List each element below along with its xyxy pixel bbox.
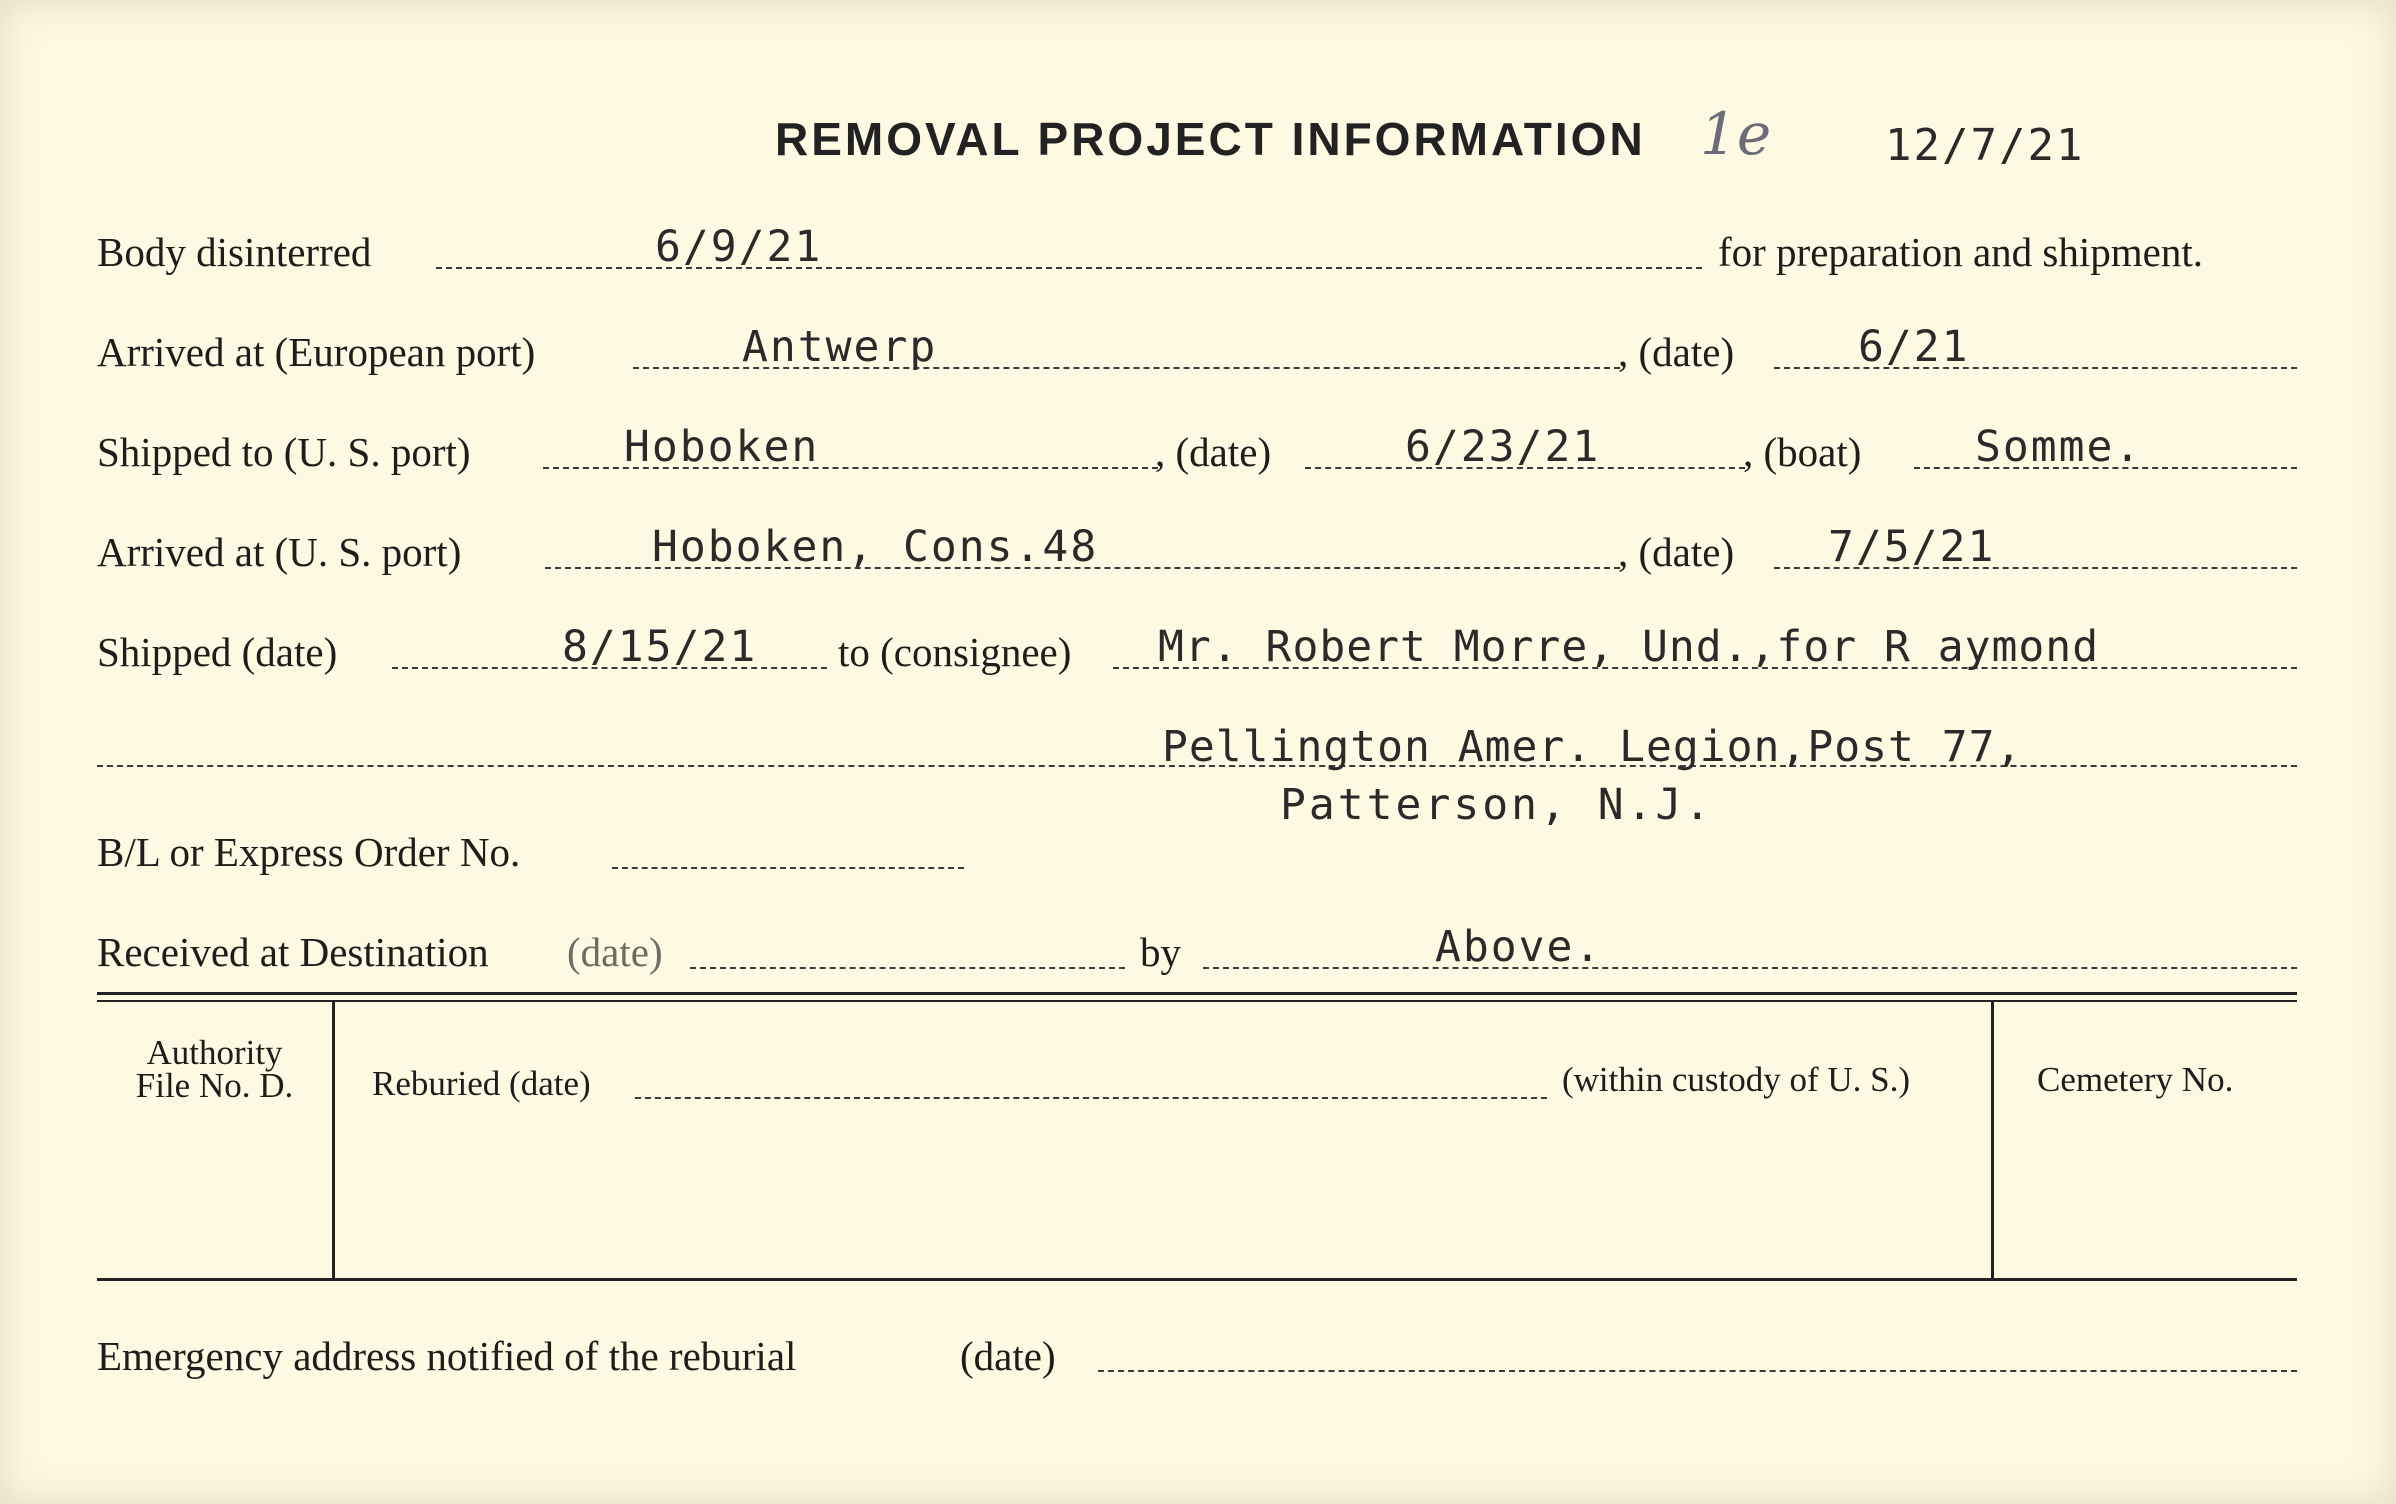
by-value: Above. <box>1435 922 1603 972</box>
bl-label: B/L or Express Order No. <box>97 829 521 875</box>
shipped-us-date-label: , (date) <box>1155 429 1272 475</box>
boat-label: , (boat) <box>1743 429 1862 475</box>
table-divider-left <box>332 1002 335 1280</box>
emergency-date-label: (date) <box>960 1333 1056 1379</box>
arrived-us-date: 7/5/21 <box>1828 522 1996 572</box>
consignee-line-3: Patterson, N.J. <box>1280 780 1714 830</box>
disinterred-value: 6/9/21 <box>655 222 823 272</box>
consignee-line-2: Pellington Amer. Legion,Post 77, <box>1162 722 2023 772</box>
authority-label-2: File No. D. <box>135 1066 294 1105</box>
consignee-line-1: Mr. Robert Morre, Und.,for R aymond <box>1158 622 2100 672</box>
custody-label: (within custody of U. S.) <box>1562 1060 1911 1099</box>
received-date-line <box>690 967 1125 969</box>
disinterred-label: Body disinterred <box>97 229 372 275</box>
card-title: REMOVAL PROJECT INFORMATION <box>775 113 1646 165</box>
bl-line <box>612 867 964 869</box>
reburied-label: Reburied (date) <box>372 1064 591 1103</box>
boat-value: Somme. <box>1975 422 2143 472</box>
cemetery-label: Cemetery No. <box>2037 1060 2234 1099</box>
arrived-europe-date: 6/21 <box>1858 322 1970 372</box>
emergency-line <box>1098 1370 2297 1372</box>
shipped-date: 8/15/21 <box>562 622 758 672</box>
arrived-europe-port: Antwerp <box>742 322 938 372</box>
received-label: Received at Destination <box>97 929 489 975</box>
by-label: by <box>1140 929 1181 975</box>
authority-label-1: Authority <box>146 1033 283 1072</box>
shipped-date-label: Shipped (date) <box>97 629 338 675</box>
handwritten-number: 1e <box>1700 100 1772 168</box>
reburied-line <box>635 1097 1547 1099</box>
arrived-europe-label: Arrived at (European port) <box>97 329 536 375</box>
table-top-rule <box>97 992 2297 995</box>
arrived-us-port: Hoboken, Cons.48 <box>652 522 1099 572</box>
emergency-label: Emergency address notified of the reburial <box>97 1333 797 1379</box>
shipped-us-port: Hoboken <box>624 422 820 472</box>
table-divider-right <box>1991 1002 1994 1280</box>
header-date: 12/7/21 <box>1885 120 2085 171</box>
arrived-europe-date-line <box>1774 367 2297 369</box>
by-line <box>1203 967 2297 969</box>
table-bottom-rule <box>97 1278 2297 1281</box>
received-date-label: (date) <box>567 929 663 975</box>
disinterred-suffix: for preparation and shipment. <box>1718 229 2204 275</box>
shipped-us-date: 6/23/21 <box>1405 422 1601 472</box>
consignee-label: to (consignee) <box>838 629 1072 675</box>
arrived-us-label: Arrived at (U. S. port) <box>97 529 462 575</box>
disinterred-line <box>436 267 1702 269</box>
shipped-us-label: Shipped to (U. S. port) <box>97 429 471 475</box>
arrived-us-date-label: , (date) <box>1618 529 1735 575</box>
table-top-rule-inner <box>97 1000 2297 1002</box>
arrived-europe-date-label: , (date) <box>1618 329 1735 375</box>
